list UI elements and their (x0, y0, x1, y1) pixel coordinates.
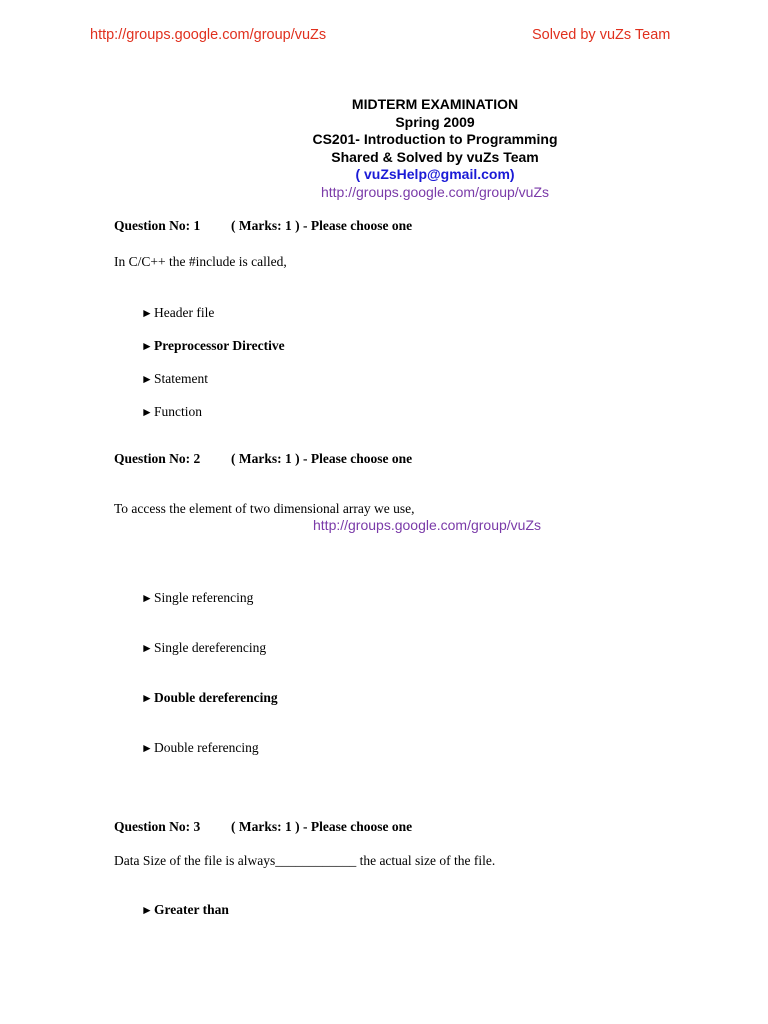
q2-option-3[interactable]: ►Double dereferencing (141, 690, 278, 705)
arrow-icon: ► (141, 339, 153, 353)
exam-title-block (0, 96, 768, 202)
question-marks: ( Marks: 1 ) - Please choose one (231, 451, 413, 466)
exam-title: MIDTERM EXAMINATION (351, 96, 519, 112)
header-solved-by: Solved by vuZs Team (532, 27, 671, 43)
arrow-icon: ► (141, 306, 153, 320)
question-3-text: Data Size of the file is always____________ the actual size of the file. (114, 853, 496, 868)
q2-option-4[interactable]: ►Double referencing (141, 740, 259, 755)
question-number: Question No: 1 (114, 218, 201, 233)
arrow-icon: ► (141, 372, 153, 386)
q2-option-1[interactable]: ►Single referencing (141, 590, 254, 605)
inline-group-link[interactable]: http://groups.google.com/group/vuZs (313, 517, 542, 533)
q1-option-4[interactable]: ►Function (141, 404, 203, 419)
title-group-link[interactable]: http://groups.google.com/group/vuZs (320, 183, 550, 200)
question-number: Question No: 3 (114, 819, 201, 834)
q2-option-2[interactable]: ►Single dereferencing (141, 640, 267, 655)
arrow-icon: ► (141, 641, 153, 655)
arrow-icon: ► (141, 691, 153, 705)
q1-option-1[interactable]: ►Header file (141, 305, 215, 320)
header-group-link[interactable]: http://groups.google.com/group/vuZs (90, 27, 327, 43)
arrow-icon: ► (141, 903, 153, 917)
question-1-header (114, 218, 413, 234)
question-1-text: In C/C++ the #include is called, (114, 254, 287, 269)
contact-email[interactable]: ( vuZsHelp@gmail.com) (355, 166, 515, 183)
question-marks: ( Marks: 1 ) - Please choose one (231, 218, 413, 233)
arrow-icon: ► (141, 741, 153, 755)
question-2-text: To access the element of two dimensional array we use, (114, 501, 415, 516)
exam-term: Spring 2009 (395, 113, 475, 130)
question-marks: ( Marks: 1 ) - Please choose one (231, 819, 413, 834)
question-2-header (114, 451, 413, 467)
q1-option-3[interactable]: ►Statement (141, 371, 208, 386)
arrow-icon: ► (141, 405, 153, 419)
shared-by: Shared & Solved by vuZs Team (331, 148, 539, 165)
arrow-icon: ► (141, 591, 153, 605)
question-number: Question No: 2 (114, 451, 201, 466)
q3-option-1[interactable]: ►Greater than (141, 902, 229, 917)
question-3-header (114, 819, 413, 835)
q1-option-2[interactable]: ►Preprocessor Directive (141, 338, 285, 353)
course-name: CS201- Introduction to Programming (312, 131, 558, 148)
